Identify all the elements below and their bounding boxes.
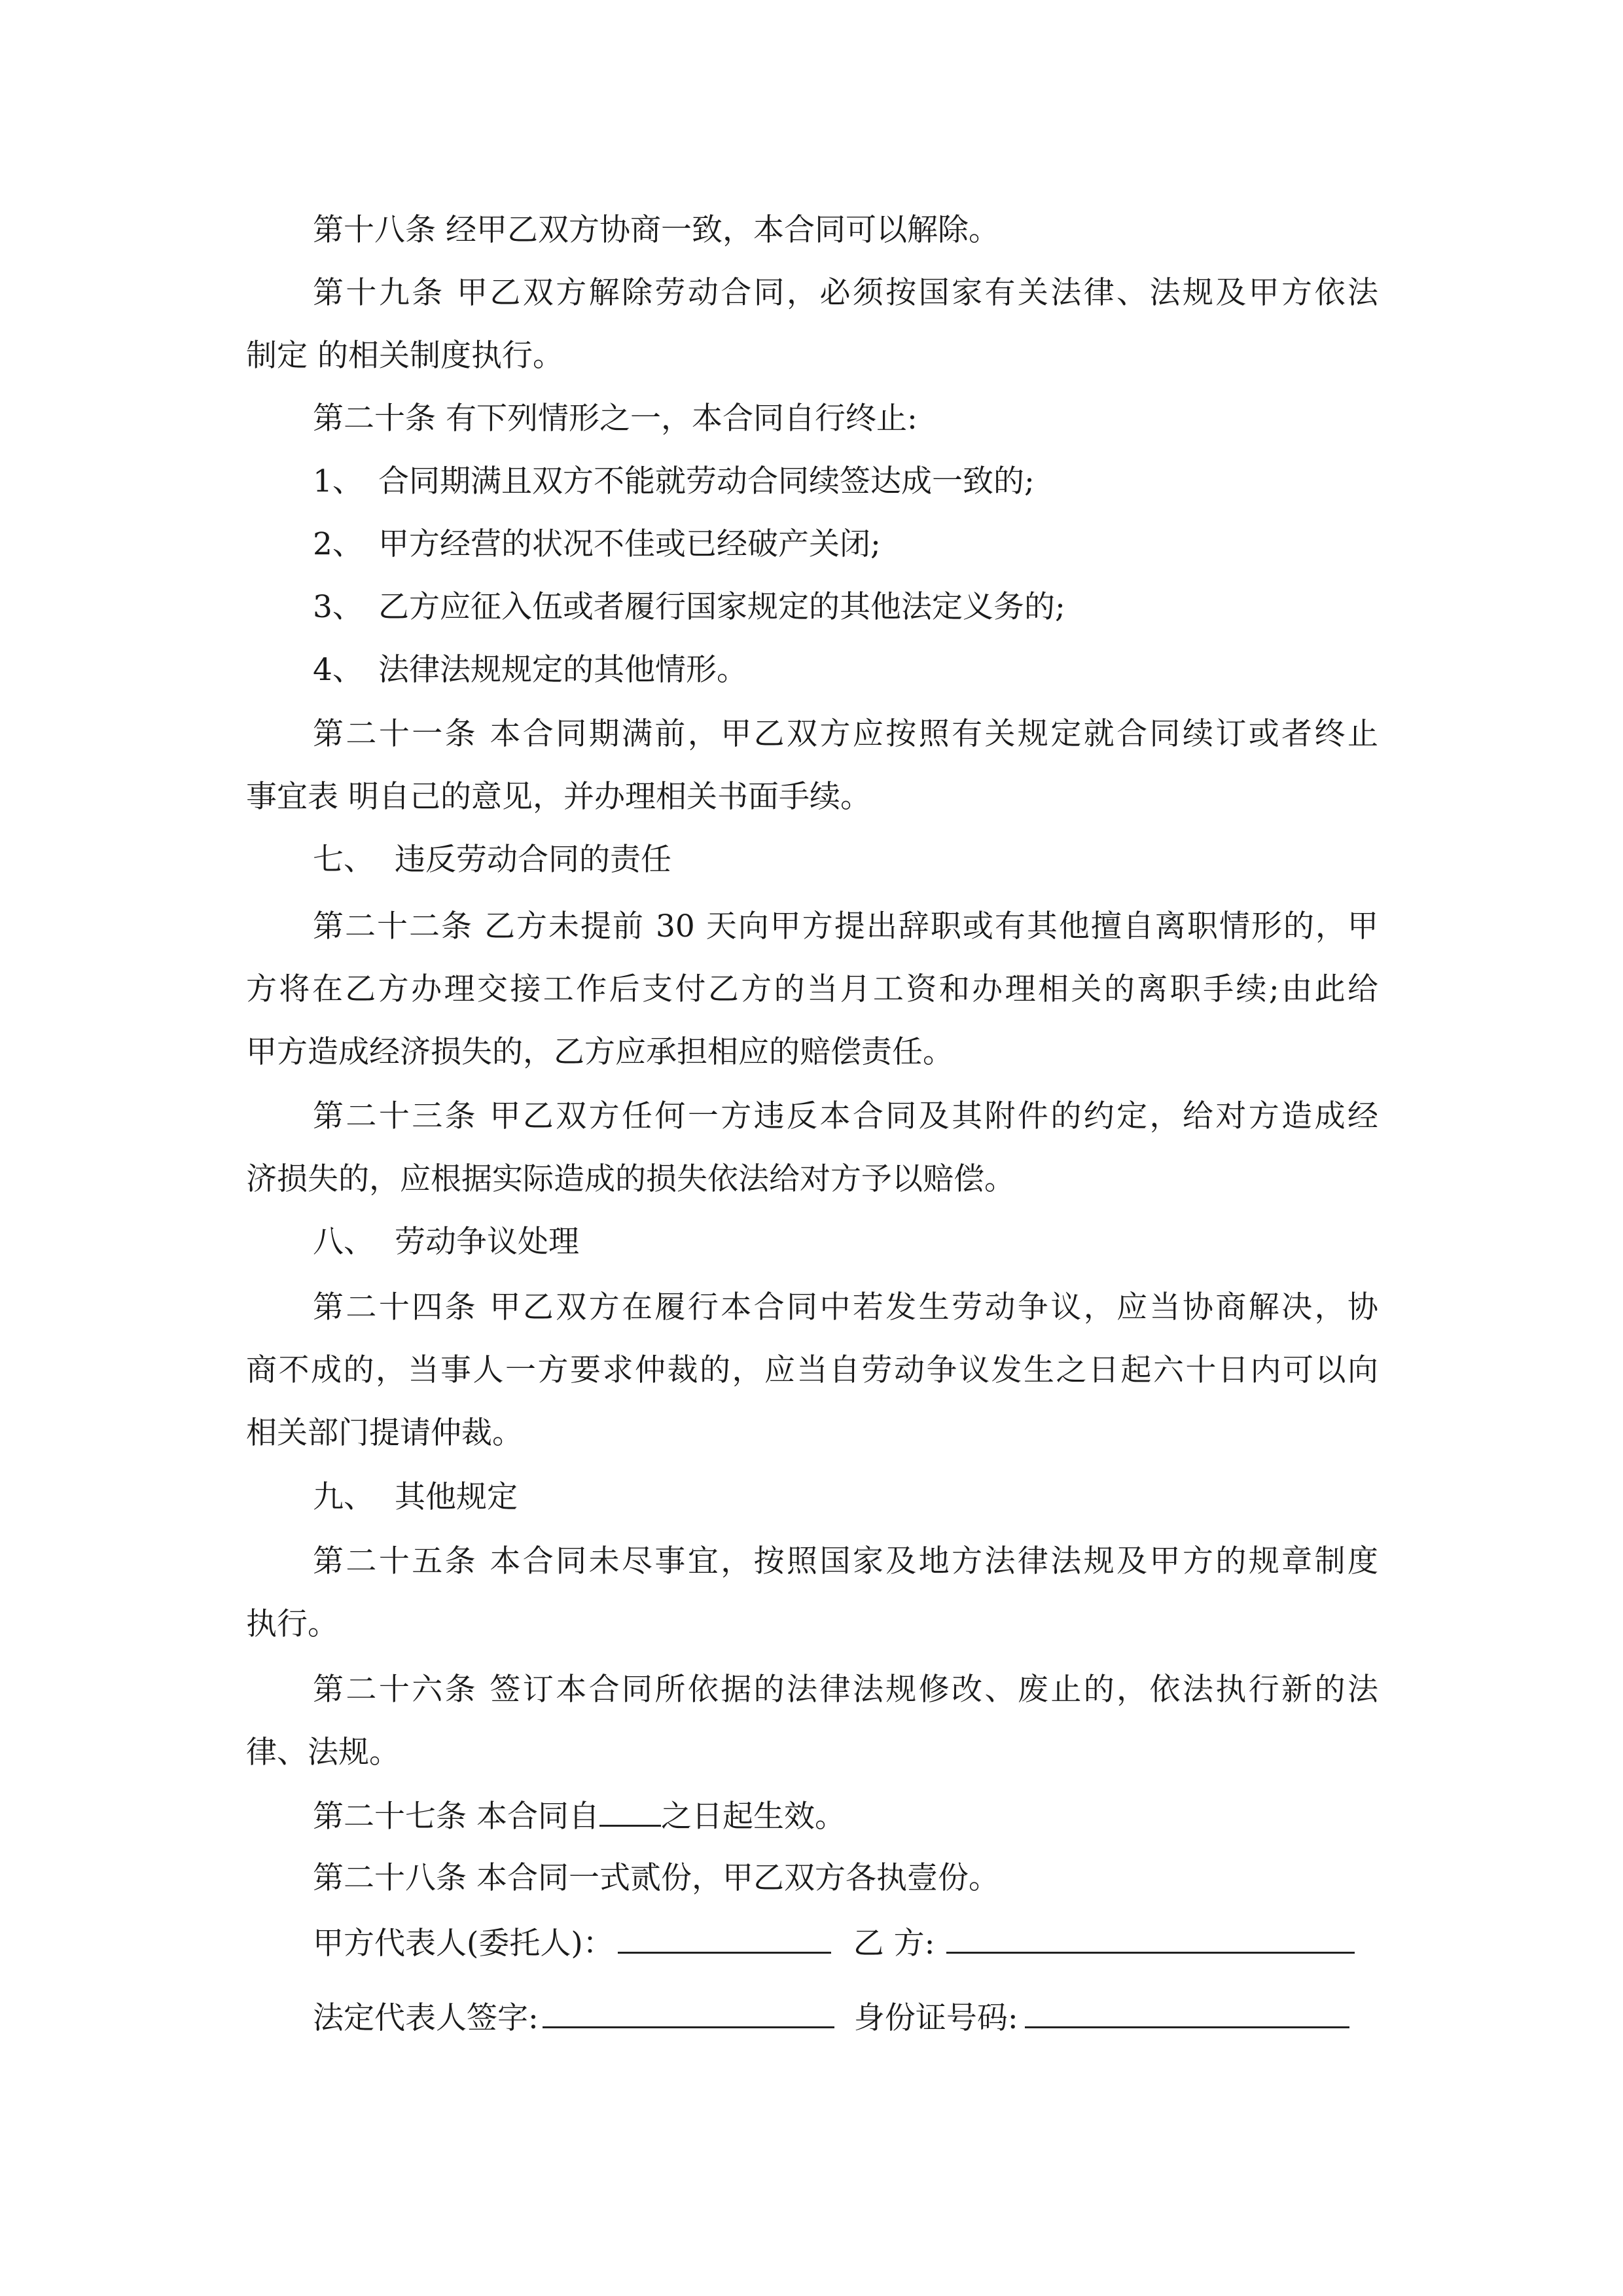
article-26-line-1: 第二十六条 签订本合同所依据的法律法规修改、废止的，依法执行新的法 xyxy=(313,1672,1378,1708)
article-23-line-1: 第二十三条 甲乙双方任何一方违反本合同及其附件的约定，给对方造成经 xyxy=(313,1098,1378,1134)
effective-date-blank[interactable] xyxy=(599,1796,661,1827)
article-26-line-2: 律、法规。 xyxy=(246,1734,400,1770)
article-20-item-1 xyxy=(313,462,1035,501)
item-number: 4、 xyxy=(313,652,363,688)
article-20-item-3 xyxy=(313,588,1065,627)
article-22-line-2: 方将在乙方办理交接工作后支付乙方的当月工资和办理相关的离职手续;由此给 xyxy=(246,971,1378,1007)
section-title: 其他规定 xyxy=(395,1479,518,1515)
article-22-line-1: 第二十二条 乙方未提前 30 天向甲方提出辞职或有其他擅自离职情形的，甲 xyxy=(313,908,1378,944)
section-number: 九、 xyxy=(313,1479,374,1515)
item-number: 2、 xyxy=(313,526,363,562)
section-9-heading xyxy=(313,1478,518,1517)
article-27-text-end: 之日起生效。 xyxy=(660,1799,846,1835)
article-18: 第十八条 经甲乙双方协商一致，本合同可以解除。 xyxy=(313,212,999,248)
section-title: 违反劳动合同的责任 xyxy=(395,842,671,878)
article-25-line-2: 执行。 xyxy=(246,1606,338,1642)
legal-rep-label: 法定代表人签字: xyxy=(313,2000,539,2036)
section-number: 八、 xyxy=(313,1224,374,1260)
legal-rep-signature-blank[interactable] xyxy=(543,1998,834,2028)
article-28: 第二十八条 本合同一式贰份，甲乙双方各执壹份。 xyxy=(313,1860,999,1896)
article-24-line-2: 商不成的，当事人一方要求仲裁的，应当自劳动争议发生之日起六十日内可以向 xyxy=(246,1352,1378,1388)
party-b-signature-blank[interactable] xyxy=(946,1923,1355,1954)
item-number: 3、 xyxy=(313,589,363,625)
article-19-line-1: 第十九条 甲乙双方解除劳动合同，必须按国家有关法律、法规及甲方依法 xyxy=(313,275,1378,311)
article-21-line-2: 事宜表 明自己的意见，并办理相关书面手续。 xyxy=(246,779,871,815)
article-24-line-3: 相关部门提请仲裁。 xyxy=(246,1415,523,1451)
article-25-line-1: 第二十五条 本合同未尽事宜，按照国家及地方法律法规及甲方的规章制度 xyxy=(313,1543,1378,1579)
article-20-item-4 xyxy=(313,651,747,690)
section-8-heading xyxy=(313,1223,579,1262)
article-21-line-1: 第二十一条 本合同期满前，甲乙双方应按照有关规定就合同续订或者终止 xyxy=(313,716,1378,752)
id-number-label: 身份证号码: xyxy=(853,2000,1018,2036)
section-title: 劳动争议处理 xyxy=(395,1224,579,1260)
article-27-text-start: 第二十七条 本合同自 xyxy=(313,1799,599,1835)
article-24-line-1: 第二十四条 甲乙双方在履行本合同中若发生劳动争议，应当协商解决，协 xyxy=(313,1289,1378,1325)
article-27 xyxy=(313,1796,846,1837)
signature-row-1 xyxy=(313,1923,1378,1964)
article-19-line-2: 制定 的相关制度执行。 xyxy=(246,338,563,374)
item-text: 甲方经营的状况不佳或已经破产关闭; xyxy=(378,526,881,562)
article-20: 第二十条 有下列情形之一，本合同自行终止: xyxy=(313,401,918,437)
party-a-rep-label: 甲方代表人(委托人)： xyxy=(313,1926,614,1962)
id-number-blank[interactable] xyxy=(1025,1998,1349,2028)
item-text: 合同期满且双方不能就劳动合同续签达成一致的; xyxy=(378,463,1035,499)
article-22-line-3: 甲方造成经济损失的，乙方应承担相应的赔偿责任。 xyxy=(246,1034,954,1070)
section-number: 七、 xyxy=(313,842,374,878)
section-7-heading xyxy=(313,840,671,880)
item-text: 法律法规规定的其他情形。 xyxy=(378,652,747,688)
item-text: 乙方应征入伍或者履行国家规定的其他法定义务的; xyxy=(378,589,1065,625)
article-23-line-2: 济损失的，应根据实际造成的损失依法给对方予以赔偿。 xyxy=(246,1161,1015,1197)
article-20-item-2 xyxy=(313,525,881,564)
party-a-rep-signature-blank[interactable] xyxy=(618,1923,831,1954)
item-number: 1、 xyxy=(313,463,363,499)
signature-row-2 xyxy=(313,1998,1378,2038)
party-b-label: 乙 方: xyxy=(853,1926,935,1962)
